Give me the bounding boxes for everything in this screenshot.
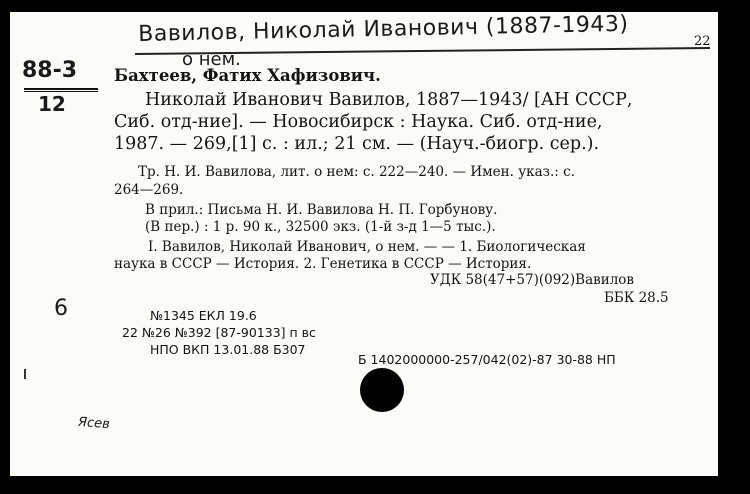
- note-line-1: Тр. Н. И. Вавилова, лит. о нем: с. 222—240. — Имен. указ.: с.: [138, 164, 575, 180]
- shelf-mark-divider: [24, 88, 98, 90]
- margin-tick: [24, 369, 26, 379]
- note-line-3: В прил.: Письма Н. И. Вавилова Н. П. Горбунову.: [145, 202, 498, 218]
- note-line-4: (В пер.) : 1 р. 90 к., 32500 экз. (1-й з-д 1—5 тыс.).: [145, 219, 496, 235]
- shelf-mark-bottom: 12: [38, 92, 66, 116]
- handwritten-about-note: о нем.: [182, 49, 241, 70]
- author-line: Бахтеев, Фатих Хафизович.: [114, 66, 381, 85]
- handwritten-signature: Ясев: [77, 414, 111, 433]
- subject-line-1: I. Вавилов, Николай Иванович, о нем. — — 1. Биологическая: [148, 239, 586, 255]
- note-line-2: 264—269.: [114, 182, 184, 198]
- service-line-3: НПО ВКП 13.01.88 Б307: [150, 342, 306, 357]
- bbk-code: ББК 28.5: [604, 290, 669, 306]
- title-line-3: 1987. — 269,[1] с. : ил.; 21 см. — (Науч.-биогр. сер.).: [114, 134, 600, 154]
- handwritten-left-mark: 6: [54, 296, 68, 321]
- code-line: Б 1402000000-257/042(02)-87 30-88 НП: [358, 352, 616, 367]
- page-number: 22: [694, 34, 711, 49]
- udk-code: УДК 58(47+57)(092)Вавилов: [430, 272, 635, 288]
- subject-line-2: наука в СССР — История. 2. Генетика в СССР — История.: [114, 256, 532, 272]
- handwritten-heading: Вавилов, Николай Иванович (1887-1943): [138, 11, 629, 47]
- title-line-2: Сиб. отд-ние]. — Новосибирск : Наука. Сиб. отд-ние,: [114, 112, 603, 132]
- service-line-1: №1345 ЕКЛ 19.6: [150, 308, 257, 323]
- card-punch-hole: [360, 368, 404, 412]
- service-line-2: 22 №26 №392 [87-90133] п вс: [122, 325, 316, 340]
- shelf-mark-top: 88-3: [22, 58, 78, 83]
- catalog-card: [10, 12, 718, 476]
- title-line-1: Николай Иванович Вавилов, 1887—1943/ [АН СССР,: [145, 90, 633, 110]
